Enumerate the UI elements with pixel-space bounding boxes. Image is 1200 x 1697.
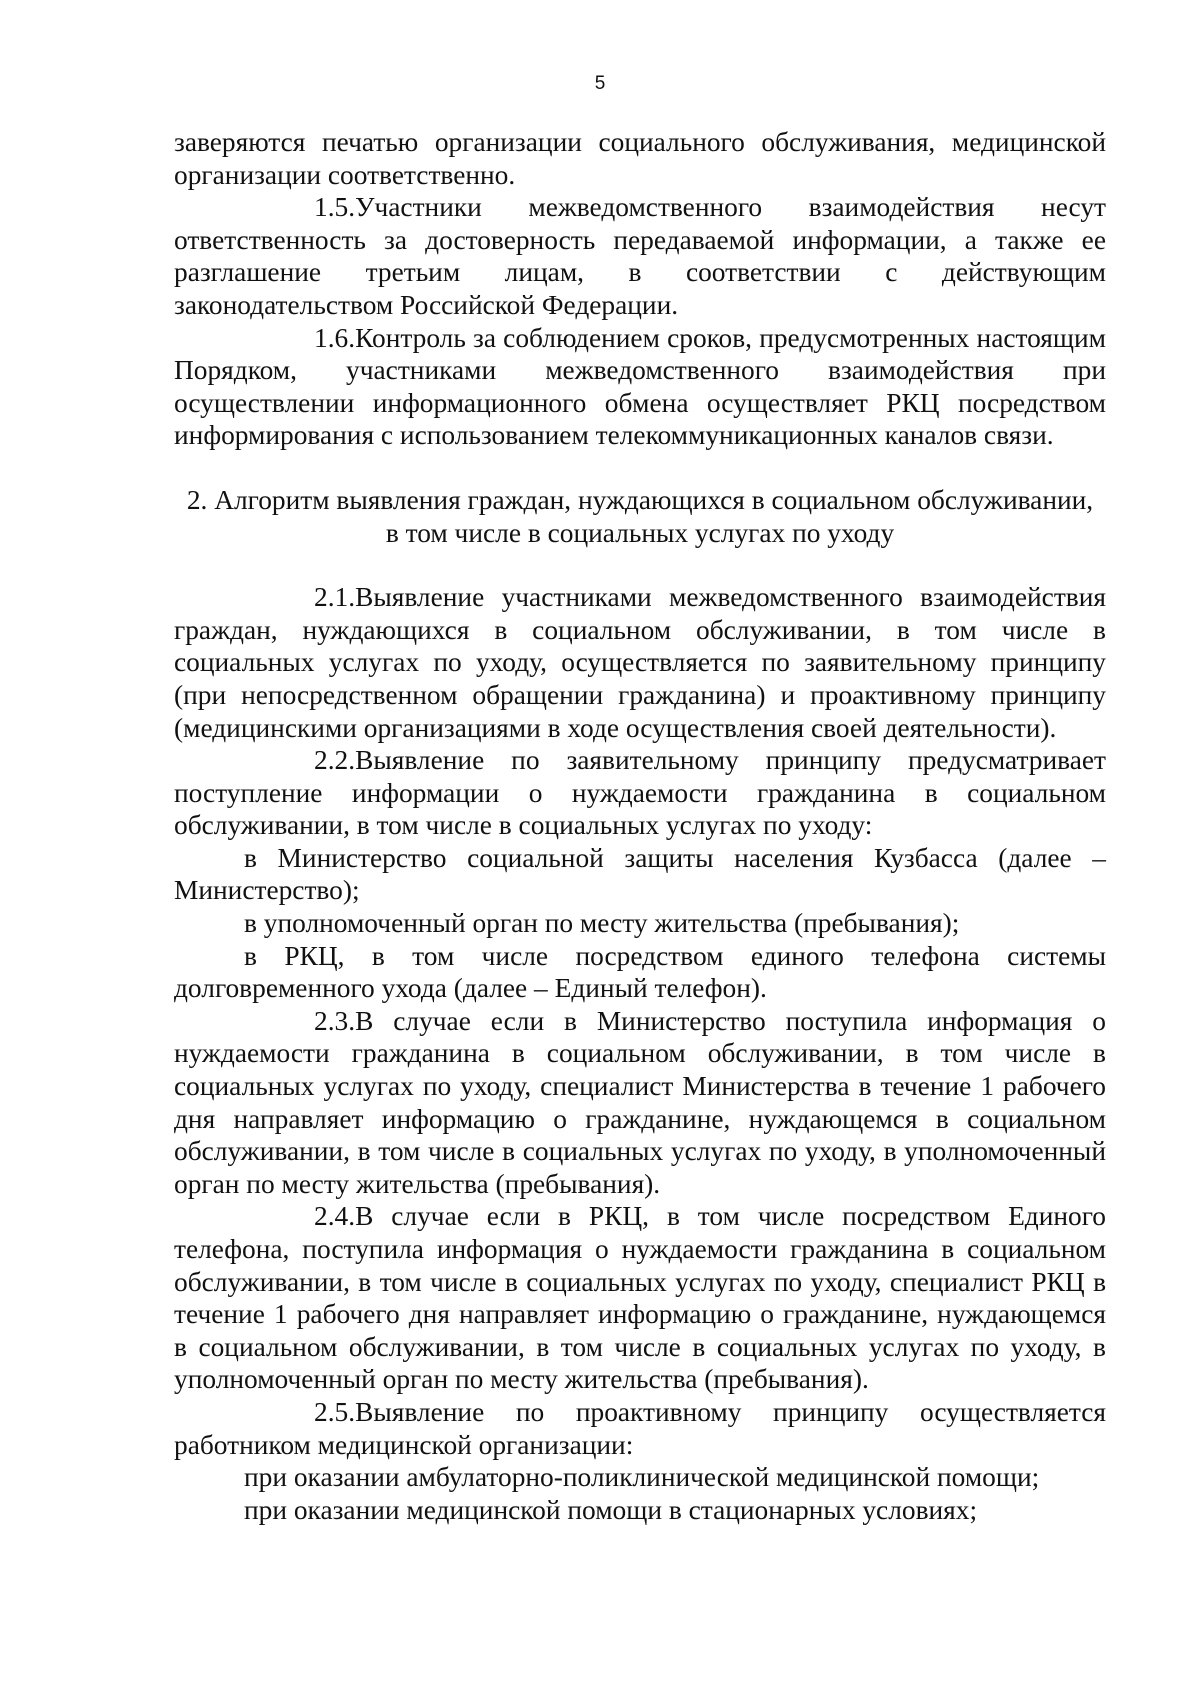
paragraph-continuation	[174, 126, 1106, 191]
paragraph-2-4	[174, 1200, 1106, 1396]
page-number: 5	[594, 73, 606, 94]
paragraph-number: 2.3.	[314, 1005, 356, 1036]
paragraph-text: Выявление участниками межведомственного взаимодействия граждан, нуждающихся в социальном обслуживании, в том числе в социальных услугах по уходу, осуществляется по заявительному принципу (при непосредственном обращении гражданина) и проактивному принципу (медицинскими организациями в ходе осуществления своей деятельности).	[174, 582, 1106, 743]
list-item-inpatient	[174, 1494, 1106, 1527]
list-item-text: в уполномоченный орган по месту жительства (пребывания);	[244, 908, 960, 939]
paragraph-text: заверяются печатью организации социального обслуживания, медицинской организации соответственно.	[174, 127, 1106, 190]
list-item-ministry	[174, 842, 1106, 907]
paragraph-2-3	[174, 1005, 1106, 1201]
list-item-rkc	[174, 940, 1106, 1005]
list-item-text: при оказании амбулаторно-поликлинической медицинской помощи;	[244, 1462, 1040, 1493]
list-item-text: в Министерство социальной защиты населения Кузбасса (далее – Министерство);	[174, 842, 1106, 906]
paragraph-text: В случае если в РКЦ, в том числе посредством Единого телефона, поступила информация о нуждаемости гражданина в социальном обслуживании, в том числе в социальных услугах по уходу, специалист РКЦ в течение 1 рабочего дня направляет информацию о гражданине, нуждающемся в социальном обслуживании, в том числе в социальных услугах по уходу, в уполномоченный орган по месту жительства (пребывания).	[174, 1201, 1106, 1395]
list-item-text: при оказании медицинской помощи в стационарных условиях;	[244, 1494, 978, 1525]
paragraph-number: 2.4.	[314, 1201, 356, 1232]
paragraph-text: Выявление по проактивному принципу осуществляется работником медицинской организации:	[174, 1396, 1106, 1460]
section-heading-line-1: 2. Алгоритм выявления граждан, нуждающихся в социальном обслуживании,	[186, 484, 1094, 515]
paragraph-number: 2.2.	[314, 745, 356, 776]
paragraph-number: 2.5.	[314, 1396, 356, 1427]
paragraph-number: 2.1.	[314, 582, 356, 613]
list-item-authorized-body	[174, 907, 1106, 940]
paragraph-text: Выявление по заявительному принципу предусматривает поступление информации о нуждаемости гражданина в социальном обслуживании, в том числе в социальных услугах по уходу:	[174, 745, 1106, 841]
paragraph-2-5	[174, 1396, 1106, 1461]
paragraph-number: 1.6.	[314, 322, 356, 353]
paragraph-1-6	[174, 322, 1106, 452]
list-item-text: в РКЦ, в том числе посредством единого телефона системы долговременного ухода (далее – Единый телефон).	[174, 940, 1106, 1004]
paragraph-number: 1.5.	[314, 192, 356, 223]
paragraph-2-2	[174, 744, 1106, 842]
list-item-outpatient	[174, 1461, 1106, 1494]
paragraph-text: Контроль за соблюдением сроков, предусмотренных настоящим Порядком, участниками межведомственного взаимодействия при осуществлении информационного обмена осуществляет РКЦ посредством информирования с использованием телекоммуникационных каналов связи.	[174, 322, 1106, 451]
paragraph-2-1	[174, 581, 1106, 744]
paragraph-text: Участники межведомственного взаимодействия несут ответственность за достоверность передаваемой информации, а также ее разглашение третьим лицам, в соответствии с действующим законодательством Российской Федерации.	[174, 192, 1106, 320]
document-body	[174, 126, 1106, 1526]
section-2-heading	[174, 484, 1106, 549]
paragraph-text: В случае если в Министерство поступила информация о нуждаемости гражданина в социальном обслуживании, в том числе в социальных услугах по уходу, специалист Министерства в течение 1 рабочего дня направляет информацию о гражданине, нуждающемся в социальном обслуживании, в том числе в социальных услугах по уходу, в уполномоченный орган по месту жительства (пребывания).	[174, 1005, 1106, 1199]
section-heading-line-2: в том числе в социальных услугах по уходу	[385, 517, 895, 548]
paragraph-1-5	[174, 191, 1106, 321]
